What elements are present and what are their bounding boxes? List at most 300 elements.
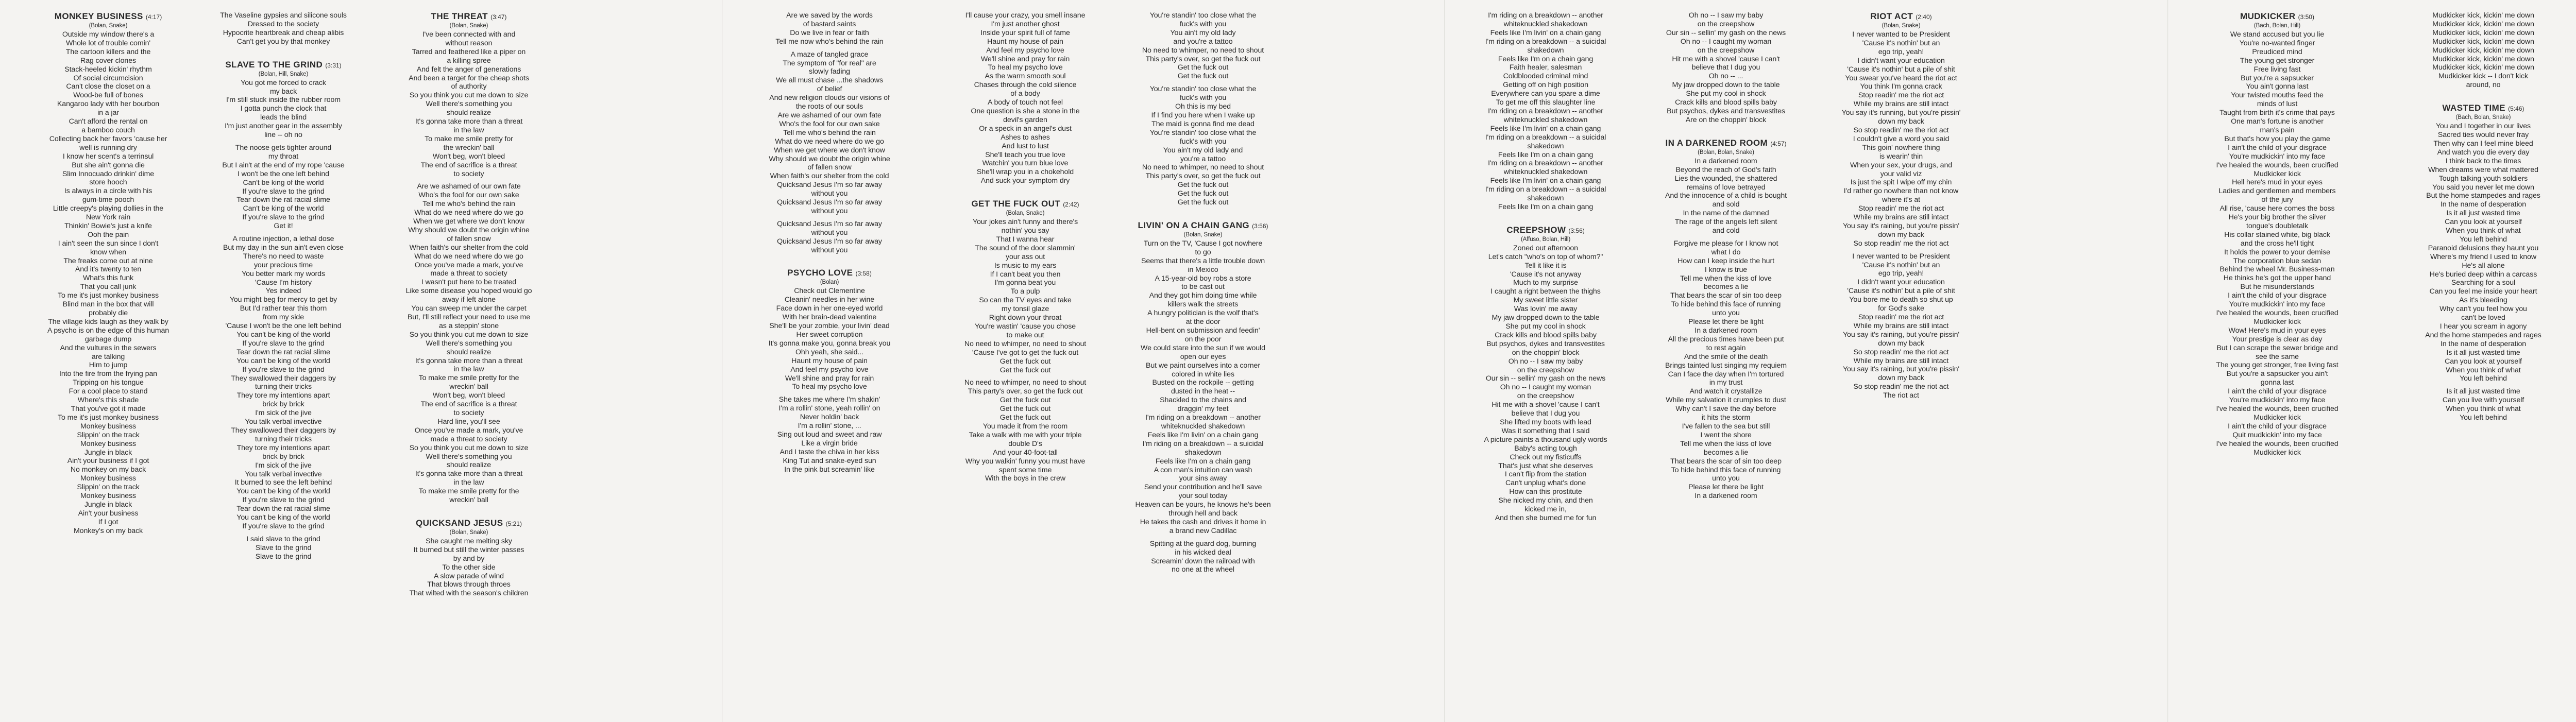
lyric-line: down my back: [1878, 339, 1924, 348]
lyric-line: 'Cause it's nothin' but a pile of shit: [1847, 65, 1955, 74]
lyric-line: That you call junk: [80, 283, 137, 291]
lyric-line: Can you look at yourself: [2445, 357, 2522, 366]
lyric-line: A 15-year-old boy robs a store: [1155, 274, 1251, 283]
lyric-line: Oh no -- ...: [1708, 72, 1743, 81]
song-duration: (3:56): [1568, 227, 1585, 234]
song-block: [1115, 11, 1291, 207]
lyric-line: Please let there be light: [1688, 318, 1764, 326]
lyric-line: To make me smile pretty for the: [418, 374, 519, 383]
lyric-line: Collecting back her favors 'cause her: [49, 134, 167, 143]
lyric-line: Is it all just wasted time: [2446, 209, 2520, 218]
lyric-line: She takes me where I'm shakin': [778, 396, 880, 404]
lyric-line: Everywhere can you spare a dime: [1491, 90, 1600, 98]
lyric-line: Like a virgin bride: [801, 439, 858, 448]
lyric-line: One man's fortune is another: [2231, 117, 2324, 126]
lyric-column-8: [1638, 11, 1814, 514]
lyric-line: But we paint ourselves into a corner: [1146, 361, 1260, 370]
song-duration: (3:58): [855, 270, 872, 278]
lyric-line: Free living fast: [2253, 65, 2301, 74]
lyric-line: I'll cause your crazy, you smell insane: [965, 11, 1086, 20]
lyric-line: without you: [811, 207, 848, 215]
lyric-line: To heal my psycho love: [792, 383, 867, 391]
lyric-line: Slim Innocuado drinkin' dime: [62, 169, 155, 178]
lyric-line: Let's catch "who's on top of whom?": [1488, 252, 1603, 261]
lyric-line: and cold: [1712, 227, 1740, 235]
lyric-line: Feels like I'm on a chain gang: [1498, 202, 1594, 211]
lyric-line: shakedown: [1184, 448, 1222, 457]
lyric-line: Mudkicker kick, kickin' me down: [2432, 55, 2534, 63]
lyric-line: No need to whimper, no need to shout: [1142, 163, 1264, 172]
lyric-line: Please let there be light: [1688, 483, 1764, 492]
lyric-line: turning their tricks: [255, 435, 312, 443]
lyric-line: you're a tattoo: [1180, 154, 1226, 163]
lyric-line: in my trust: [1709, 379, 1743, 387]
lyric-line: remains of love betrayed: [1686, 183, 1766, 192]
lyric-line: in a jar: [97, 109, 119, 117]
lyric-line: What do we need where do we go: [414, 209, 523, 217]
lyric-line: 'Cause it's nothin' but an: [1862, 39, 1940, 47]
lyric-line: fuck's with you: [1179, 20, 1227, 28]
lyric-line: on the creepshow: [1517, 366, 1574, 374]
lyric-line: You say it's raining, but you're pissin': [1843, 221, 1959, 230]
lyric-line: Was lovin' me away: [1514, 305, 1578, 314]
lyric-line: This goin' nowhere thing: [1862, 143, 1940, 152]
lyric-line: Tear down the rat racial slime: [236, 348, 330, 356]
lyric-line: at the door: [1185, 318, 1221, 326]
lyric-line: Mudkicker kick, kickin' me down: [2432, 20, 2534, 28]
lyric-line: They swallowed their daggers by: [231, 374, 336, 383]
lyric-line: man's pain: [2260, 126, 2295, 134]
lyric-line: We all must chase ...the shadows: [776, 76, 883, 85]
lyric-line: To hide behind this face of running: [1671, 466, 1781, 474]
lyric-line: Stop readin' me the riot act: [1858, 313, 1944, 321]
lyric-line: Get the fuck out: [999, 357, 1051, 366]
lyric-line: And the vultures in the sewers: [60, 343, 157, 352]
lyric-line: A slow parade of wind: [434, 572, 504, 580]
lyric-line: No monkey on my back: [70, 466, 146, 474]
lyric-line: 'Cause I've got to get the fuck out: [972, 348, 1079, 357]
lyric-line: Jungle in black: [84, 500, 132, 509]
lyric-line: Crack kills and blood spills baby: [1675, 98, 1777, 107]
lyric-line: All rise, 'cause here comes the boss: [2219, 204, 2335, 213]
lyric-line: Chases through the cold silence: [974, 81, 1077, 90]
lyric-line: The cartoon killers and the: [65, 47, 151, 56]
lyric-line: But I'd rather tear this thorn: [240, 304, 327, 313]
lyric-line: The symptom of "for real" are: [783, 59, 876, 67]
lyric-line: of a body: [1010, 90, 1040, 98]
lyric-line: should realize: [446, 109, 492, 117]
song-block: [2391, 103, 2576, 422]
song-block: [938, 199, 1113, 483]
lyric-line: Baby's acting tough: [1514, 444, 1577, 453]
song-title: [1638, 138, 1814, 149]
lyric-line: It burned to see the left behind: [234, 478, 332, 487]
lyric-line: turning their tricks: [255, 383, 312, 391]
stanza-break: [742, 46, 917, 50]
lyric-line: to society: [453, 169, 484, 178]
lyric-line: Haunt my house of pain: [791, 356, 868, 365]
lyric-line: Him to jump: [89, 361, 128, 370]
lyric-line: Dressed to the society: [247, 20, 319, 28]
lyric-line: Whole lot of trouble comin': [65, 39, 151, 47]
lyric-line: see the same: [2256, 352, 2299, 361]
lyric-line: it hits the storm: [1701, 414, 1751, 422]
lyric-line: Who's the fool for our own sake: [418, 191, 519, 200]
lyric-line: Can't be king of the world: [243, 178, 324, 187]
lyric-line: Zoned out afternoon: [1513, 244, 1578, 252]
lyric-line: Tough talking youth soldiers: [2438, 174, 2528, 183]
lyric-line: Mudkicker kick, kickin' me down: [2432, 28, 2534, 37]
lyric-line: In the pink but screamin' like: [784, 465, 875, 474]
lyric-line: The village kids laugh as they walk by: [48, 317, 168, 326]
lyric-line: Wow! Here's mud in your eyes: [2228, 326, 2326, 335]
lyric-line: He takes the cash and drives it home in: [1140, 518, 1266, 526]
lyric-line: They tore my intentions apart: [236, 443, 330, 452]
lyric-line: And watch it crystallize: [1689, 387, 1762, 396]
lyric-line: I'm sick of the jive: [255, 461, 312, 470]
lyric-line: We stand accused but you lie: [2230, 30, 2325, 39]
lyric-line: I'm gonna beat you: [994, 279, 1056, 287]
lyric-line: slowly fading: [809, 67, 850, 76]
lyric-line: my tonsil glaze: [1001, 305, 1049, 314]
lyric-line: I ain't the child of your disgrace: [2228, 387, 2327, 396]
songwriter-credit: (Bolan, Snake): [449, 23, 488, 29]
lyric-line: When dreams were what mattered: [2428, 165, 2538, 174]
song-title-text: WASTED TIME: [2442, 103, 2505, 113]
lyric-line: But, I'll still reflect your need to use me: [407, 313, 531, 321]
lyric-line: colored in white lies: [1172, 370, 1234, 379]
lyric-line: You talk verbal invective: [245, 418, 322, 426]
lyric-line: and you're a tattoo: [1173, 37, 1233, 46]
lyric-line: Her sweet corruption: [796, 331, 863, 339]
lyric-line: No need to whimper, no need to shout: [964, 379, 1087, 387]
lyric-line: Why should we doubt the origin whine: [408, 226, 530, 234]
lyric-line: In a darkened room: [1694, 326, 1757, 335]
lyric-line: Seems that there's a little trouble down: [1141, 256, 1265, 265]
lyric-line: And I taste the chiva in her kiss: [779, 448, 879, 456]
lyric-line: Get the fuck out: [1177, 198, 1229, 207]
lyric-line: And your 40-foot-tall: [993, 448, 1058, 457]
lyric-line: of authority: [451, 82, 487, 91]
lyric-line: on the creepshow: [1697, 20, 1755, 28]
lyric-line: King Tut and snake-eyed sun: [783, 456, 876, 465]
lyric-line: Oh no -- I saw my baby: [1508, 357, 1583, 366]
lyric-line: Get the fuck out: [999, 396, 1051, 405]
lyric-line: The noose gets tighter around: [235, 143, 332, 152]
lyric-line: While my brains are still intact: [1853, 100, 1949, 109]
lyric-line: Oh no -- I caught my woman: [1500, 383, 1591, 392]
lyric-line: Can't close the closet on a: [66, 82, 150, 91]
lyric-line: With her brain-dead valentine: [782, 313, 877, 322]
lyric-line: Forgive me please for I know not: [1673, 239, 1778, 248]
lyric-line: made a threat to society: [430, 435, 507, 443]
lyric-line: But psychos, dykes and transvestites: [1486, 339, 1605, 348]
lyric-line: If you're slave to the grind: [242, 522, 325, 530]
lyric-line: Heaven can be yours, he knows he's been: [1135, 501, 1271, 509]
lyric-line: When your sex, your drugs, and: [1850, 161, 1953, 169]
song-title: [742, 268, 917, 279]
lyric-line: whiteknuckled shakedown: [1503, 115, 1588, 124]
lyric-line: That bears the scar of sin too deep: [1670, 291, 1782, 300]
song-title: [938, 199, 1113, 210]
lyric-line: Slippin' on the track: [77, 431, 140, 439]
lyric-line: Once you've made a mark, you've: [414, 426, 523, 435]
lyric-line: in Mexico: [1188, 265, 1218, 274]
lyric-line: The sound of the door slammin': [975, 244, 1076, 252]
lyric-line: Your twisted mouths feed the: [2231, 91, 2324, 100]
lyric-line: You left behind: [2460, 414, 2507, 422]
lyric-line: That I wanna hear: [996, 235, 1055, 244]
lyric-line: A hungry politician is the wolf that's: [1147, 309, 1259, 318]
lyric-line: from my side: [263, 313, 304, 322]
lyric-line: You're mudkickin' into my face: [2229, 152, 2326, 161]
song-block: [1458, 225, 1633, 523]
lyric-line: by and by: [453, 554, 485, 563]
lyric-line: You ain't my old lady and: [1163, 146, 1243, 154]
lyric-line: I'm riding on a breakdown -- another: [1488, 107, 1603, 115]
lyric-line: becomes a lie: [1703, 283, 1749, 291]
lyric-line: Well there's something you: [426, 339, 512, 348]
stanza-break: [742, 391, 917, 396]
stanza-break: [1115, 536, 1291, 540]
lyric-line: But you're a sapsucker you ain't: [2226, 370, 2328, 379]
lyric-line: How can I keep inside the hurt: [1677, 256, 1774, 265]
song-block: [742, 268, 917, 474]
lyric-line: I'm just another ghost: [991, 20, 1060, 28]
lyric-line: There's no need to waste: [243, 252, 324, 261]
song-title: [198, 60, 368, 71]
lyric-line: Quicksand Jesus I'm so far away: [777, 237, 882, 246]
lyric-line: You can sweep me under the carpet: [411, 304, 527, 313]
fold-line-3: [2167, 0, 2168, 722]
lyric-line: I know her scent's a terrinsul: [62, 152, 154, 161]
lyric-line: The rage of the angels left silent: [1674, 218, 1777, 227]
lyric-line: He's buried deep within a carcass: [2429, 270, 2537, 279]
stanza-break: [1115, 81, 1291, 85]
lyric-line: But you're a sapsucker: [2241, 74, 2314, 82]
lyric-line: No need to whimper, no need to shout: [964, 339, 1087, 348]
lyric-line: When we get where we don't know: [413, 217, 524, 226]
lyric-line: ego trip, yeah!: [1878, 47, 1924, 56]
lyric-line: Much to my surprise: [1513, 279, 1578, 287]
lyric-line: tongue's doubletalk: [2246, 221, 2308, 230]
lyric-line: Tell me who's behind the rain: [783, 128, 876, 137]
lyric-line: Can't afford the rental on: [69, 117, 148, 126]
lyric-line: Get the fuck out: [1177, 72, 1229, 81]
song-block: [1115, 220, 1291, 574]
lyric-line: What do we need where do we go: [414, 252, 523, 261]
song-title-text: CREEPSHOW: [1506, 225, 1566, 235]
song-title-text: SLAVE TO THE GRIND: [225, 59, 323, 70]
lyric-line: To heal my psycho love: [988, 63, 1063, 72]
lyric-line: Hit me with a shovel 'cause I can't: [1672, 55, 1780, 63]
lyric-line: to be cast out: [1181, 283, 1225, 291]
songwriter-credit: (Bach, Bolan, Hill): [2253, 23, 2301, 29]
lyric-column-3: [381, 11, 556, 611]
lyric-line: A con man's intuition can wash: [1154, 466, 1252, 474]
lyric-line: You and I together in our lives: [2435, 122, 2531, 131]
lyric-line: A routine injection, a lethal dose: [232, 235, 334, 244]
lyric-line: When you think of what: [2446, 405, 2521, 414]
lyric-line: What do we need where do we go: [775, 137, 884, 146]
lyric-line: The freaks come out at nine: [63, 256, 153, 265]
lyric-line: Why can't I save the day before: [1675, 405, 1776, 414]
lyric-line: While my brains are still intact: [1853, 356, 1949, 365]
lyric-line: Feels like I'm on a chain gang: [1155, 457, 1251, 466]
lyric-line: garbage dump: [84, 335, 132, 343]
stanza-break: [1638, 235, 1814, 239]
lyric-line: brick by brick: [262, 400, 304, 409]
song-block: [742, 11, 917, 254]
song-block: [31, 11, 185, 536]
song-title-text: MONKEY BUSINESS: [54, 11, 143, 21]
lyric-line: Slave to the grind: [255, 543, 312, 552]
lyric-line: Tarred and feathered like a piper on: [412, 47, 526, 56]
lyric-line: And they got him doing time while: [1149, 291, 1257, 300]
lyric-line: Ain't your business: [78, 509, 139, 518]
lyric-line: You better mark my words: [242, 269, 325, 278]
lyric-line: And feel my psycho love: [986, 46, 1064, 55]
lyric-line: She'll be your zombie, your livin' dead: [769, 322, 890, 331]
lyric-line: Hell-bent on submission and feedin': [1146, 326, 1260, 335]
lyric-line: dusted in the heat --: [1171, 387, 1235, 396]
songwriter-credit: (Bolan, Snake): [1882, 23, 1921, 29]
lyric-line: The Vaseline gypsies and silicone souls: [220, 11, 347, 20]
lyric-line: Our sin -- sellin' my gash on the news: [1666, 28, 1786, 37]
lyric-line: It's gonna make you, gonna break you: [768, 339, 891, 348]
lyric-line: If you're slave to the grind: [242, 496, 325, 505]
lyric-line: She lifted my boots with lead: [1500, 418, 1591, 426]
lyric-line: Why you walkin' funny you must have: [965, 457, 1086, 466]
lyric-line: Can you live with yourself: [2442, 396, 2524, 405]
lyric-line: This party's over, so get the fuck out: [1145, 55, 1261, 63]
lyric-line: open our eyes: [1180, 352, 1226, 361]
lyric-line: I ain't the child of your disgrace: [2228, 143, 2327, 152]
stanza-break: [2391, 383, 2576, 387]
song-title-text: THE THREAT: [431, 11, 488, 21]
lyric-line: So you think you cut me down to size: [409, 330, 529, 339]
lyric-line: Is just the spit I wipe off my chin: [1850, 178, 1952, 187]
lyric-line: your soul today: [1178, 492, 1228, 501]
lyric-line: Oh no -- I saw my baby: [1688, 11, 1764, 20]
lyric-line: Crack kills and blood spills baby: [1495, 331, 1597, 339]
lyric-line: Monkey's on my back: [73, 526, 143, 535]
lyric-line: Can't be king of the world: [243, 204, 324, 213]
lyric-line: To get me off this slaughter line: [1496, 98, 1596, 107]
lyric-line: of fallen snow: [807, 163, 852, 172]
lyric-line: wreckin' ball: [449, 496, 488, 505]
songwriter-credit: (Affuso, Bolan, Hill): [1520, 236, 1571, 243]
lyric-line: down my back: [1878, 230, 1924, 239]
lyric-line: store hooch: [89, 178, 127, 187]
lyric-line: But the home stampedes and rages: [2426, 192, 2540, 200]
lyric-line: I couldn't give a word you said: [1853, 134, 1950, 143]
lyric-line: is wearin' thin: [1879, 152, 1923, 161]
song-block: [381, 518, 556, 598]
lyric-line: You might beg for mercy to get by: [229, 296, 337, 304]
lyric-line: Get the fuck out: [999, 366, 1051, 374]
lyric-line: Quicksand Jesus I'm so far away: [777, 181, 882, 190]
lyric-line: She nicked my chin, and then: [1498, 496, 1593, 505]
lyric-line: You're mudkickin' into my face: [2229, 396, 2326, 405]
lyric-line: You bore me to death so shut up: [1849, 296, 1953, 304]
lyric-line: But she ain't gonna die: [72, 161, 145, 169]
lyric-line: Feels like I'm on a chain gang: [1498, 55, 1594, 63]
lyric-line: away if left alone: [442, 296, 496, 304]
lyric-line: And the innocence of a child is bought: [1665, 192, 1787, 200]
lyric-line: Paranoid delusions they haunt you: [2428, 244, 2539, 252]
lyric-line: You say it's raining, but you're pissin': [1843, 365, 1959, 374]
lyric-line: shakedown: [1527, 194, 1564, 203]
lyric-line: and sold: [1712, 200, 1740, 209]
lyric-line: 'Cause it's not anyway: [1510, 270, 1582, 279]
lyric-line: Get the fuck out: [999, 414, 1051, 422]
lyric-line: We'll shine and pray for rain: [980, 55, 1070, 63]
stanza-break: [742, 216, 917, 220]
lyric-line: It's gonna take more than a threat: [415, 356, 523, 365]
lyric-line: When faith's our shelter from the cold: [770, 172, 889, 181]
lyric-line: on the creepshow: [1697, 46, 1755, 55]
lyric-line: And watch you die every day: [2437, 148, 2530, 157]
lyric-line: Rag cover clones: [80, 56, 136, 65]
lyric-line: Ain't your business if I got: [67, 457, 149, 466]
lyric-line: Tell me when the kiss of love: [1680, 274, 1772, 283]
lyric-line: You think I'm gonna crack: [1860, 82, 1942, 91]
lyric-line: probably die: [88, 309, 128, 317]
lyric-line: in the law: [453, 478, 484, 487]
lyric-line: She'll wrap you in a chokehold: [976, 168, 1074, 177]
fold-line-1: [722, 0, 723, 722]
lyric-line: 'Cause it's nothin' but an: [1862, 261, 1940, 269]
lyric-line: Can you look at yourself: [2445, 218, 2522, 227]
lyric-line: That's just what she deserves: [1498, 461, 1593, 470]
lyric-line: That blows through throes: [427, 580, 511, 589]
lyric-line: Send your contribution and he'll save: [1144, 483, 1262, 492]
lyric-line: Take a walk with me with your triple: [969, 431, 1082, 439]
lyric-line: The young get stronger: [2240, 56, 2315, 65]
lyric-line: A maze of tangled grace: [790, 50, 869, 59]
lyric-line: Monkey business: [80, 439, 137, 448]
song-duration: (5:21): [505, 520, 522, 527]
lyric-line: You say it's running, but you're pissin': [1841, 109, 1961, 117]
lyric-line: without you: [811, 246, 848, 254]
lyric-line: on the creepshow: [1517, 392, 1574, 401]
lyric-line: Hard line, you'll see: [437, 417, 500, 426]
lyric-line: Then why can I feel mine bleed: [2433, 139, 2533, 148]
fold-line-2: [1444, 0, 1445, 722]
lyric-line: I said slave to the grind: [246, 535, 320, 543]
song-title: [1458, 225, 1633, 236]
lyric-line: Slave to the grind: [255, 552, 312, 561]
lyric-line: One question is she a stone in the: [971, 107, 1080, 115]
lyric-line: Brings tainted lust singing my requiem: [1665, 361, 1787, 370]
lyric-line: But he misunderstands: [2240, 283, 2314, 291]
lyric-line: Is it all just wasted time: [2446, 348, 2520, 357]
lyric-line: I've been connected with and: [422, 30, 516, 39]
lyric-line: How can this prostitute: [1509, 488, 1582, 496]
lyric-line: I never wanted to be President: [1852, 252, 1950, 261]
lyric-line: Monkey business: [80, 474, 137, 483]
lyric-line: I've healed the wounds, been crucified: [2216, 309, 2338, 317]
lyric-line: down my back: [1878, 374, 1924, 383]
lyric-line: If you're slave to the grind: [242, 339, 325, 348]
lyric-line: I'd rather go nowhere than not know: [1843, 187, 1959, 196]
lyric-line: a bamboo couch: [81, 126, 135, 134]
lyric-line: Thinkin' Bowie's just a knife: [64, 221, 152, 230]
lyric-line: She'll teach you true love: [985, 150, 1065, 159]
lyric-line: Is always in a circle with his: [64, 187, 152, 196]
lyric-line: Why can't you feel how you: [2439, 305, 2527, 314]
